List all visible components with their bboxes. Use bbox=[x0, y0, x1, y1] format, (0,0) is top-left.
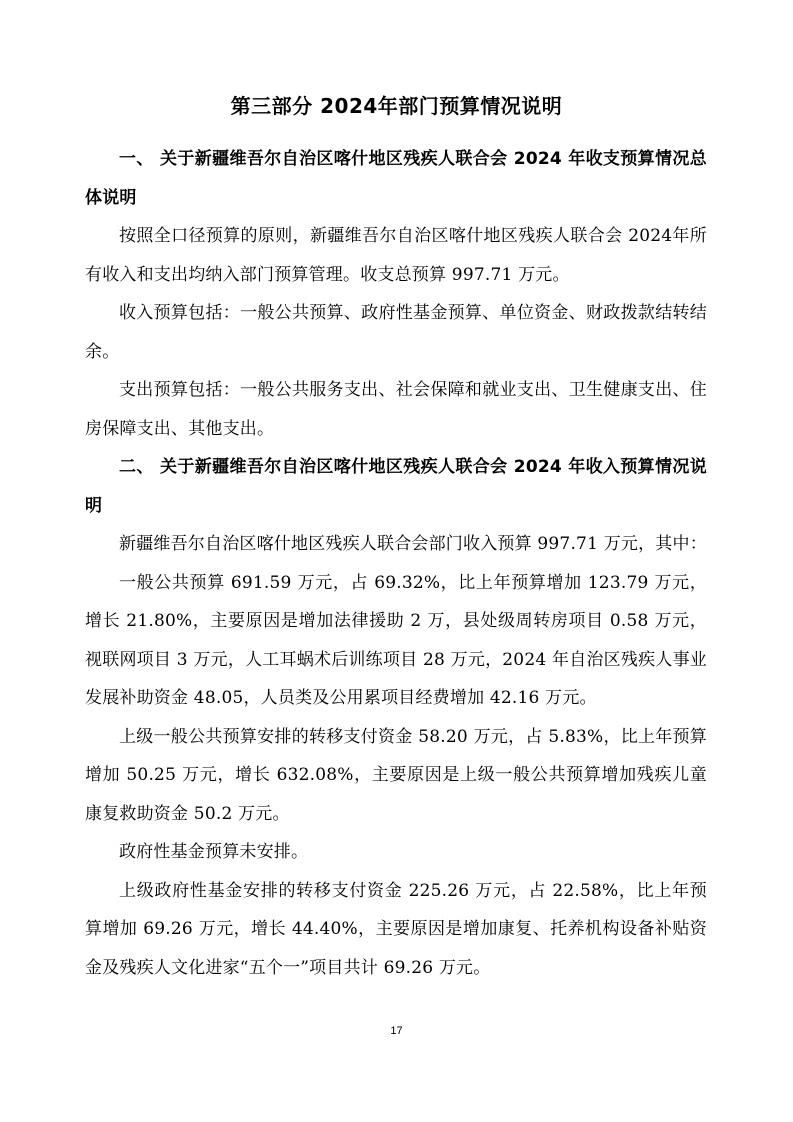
section-1-heading: 一、 关于新疆维吾尔自治区喀什地区残疾人联合会 2024 年收支预算情况总体说明 bbox=[85, 149, 707, 208]
document-body bbox=[85, 140, 707, 987]
section-2-paragraph-5: 上级政府性基金安排的转移支付资金 225.26 万元，占 22.58%，比上年预算增加 69.26 万元，增长 44.40%，主要原因是增加康复、托养机构设备补贴资金及残疾人文化进家“五个一”项目共计 69.26 万元。 bbox=[85, 880, 707, 978]
section-2-heading: 二、 关于新疆维吾尔自治区喀什地区残疾人联合会 2024 年收入预算情况说明 bbox=[85, 457, 707, 516]
section-1-paragraph-2: 收入预算包括：一般公共预算、政府性基金预算、单位资金、财政拨款结转结余。 bbox=[85, 303, 707, 362]
section-2-paragraph-1: 新疆维吾尔自治区喀什地区残疾人联合会部门收入预算 997.71 万元，其中： bbox=[119, 534, 707, 554]
page-number: 17 bbox=[390, 1025, 403, 1037]
section-2-paragraph-3: 上级一般公共预算安排的转移支付资金 58.20 万元，占 5.83%，比上年预算增加 50.25 万元，增长 632.08%，主要原因是上级一般公共预算增加残疾儿童康复救助资金 50.2 万元。 bbox=[85, 726, 707, 824]
section-1-paragraph-3: 支出预算包括：一般公共服务支出、社会保障和就业支出、卫生健康支出、住房保障支出、其他支出。 bbox=[85, 380, 707, 439]
section-2-paragraph-4: 政府性基金预算未安排。 bbox=[119, 842, 309, 862]
page-title: 第三部分 2024年部门预算情况说明 bbox=[230, 94, 563, 118]
section-2-paragraph-2: 一般公共预算 691.59 万元，占 69.32%，比上年预算增加 123.79 万元，增长 21.80%，主要原因是增加法律援助 2 万，县处级周转房项目 0.58 万元，视联网项目 3 万元，人工耳蜗术后训练项目 28 万元，2024 年自治区残疾人事业发展补助资金 48.05，人员类及公用累项目经费增加 42.16 万元。 bbox=[85, 572, 707, 708]
section-1-paragraph-1: 按照全口径预算的原则，新疆维吾尔自治区喀什地区残疾人联合会 2024年所有收入和支出均纳入部门预算管理。收支总预算 997.71 万元。 bbox=[85, 226, 707, 285]
